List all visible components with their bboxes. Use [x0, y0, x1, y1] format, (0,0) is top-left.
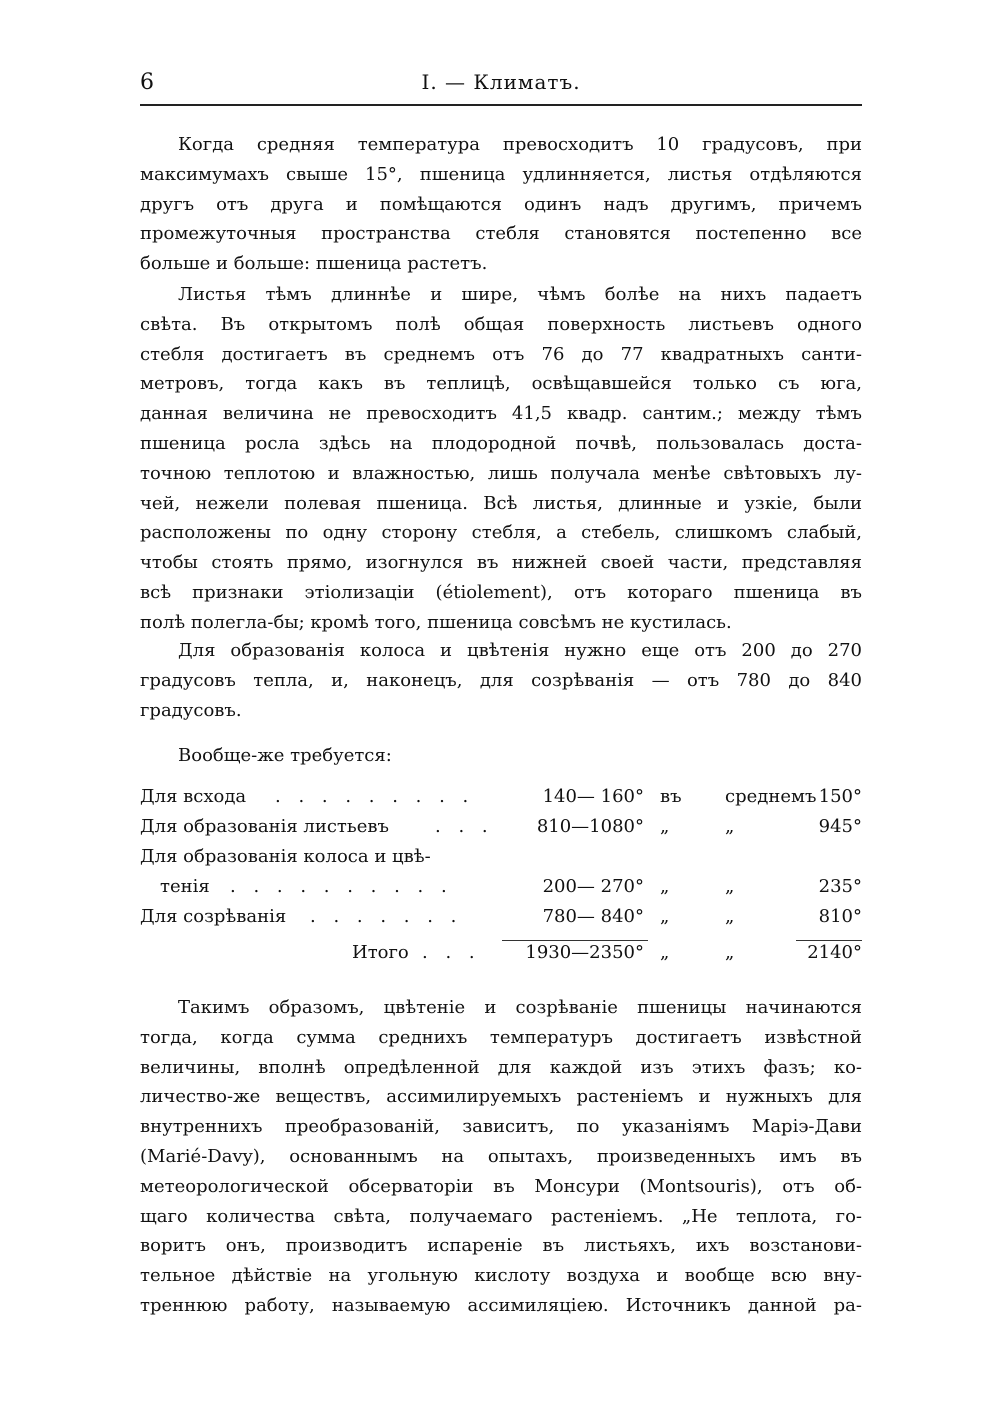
paragraph-1: [140, 130, 862, 279]
table-row: [140, 786, 862, 816]
table-row: [140, 816, 862, 846]
row-value: 235°: [818, 876, 862, 897]
sum-rule: [796, 940, 862, 941]
row-label: тенія: [160, 876, 210, 897]
row-value: 945°: [818, 816, 862, 837]
requirements-intro: Вообще-же требуется:: [178, 745, 392, 766]
row-range: 810—1080°: [536, 816, 644, 837]
leader-dots: . . . . . . . . . .: [230, 876, 453, 897]
row-average-word: „: [660, 942, 670, 963]
text-line: данная величина не превосходитъ 41,5 квадр. сантим.; между тѣмъ: [140, 403, 862, 425]
text-line: тогда, когда сумма среднихъ температуръ достигаетъ извѣстной: [140, 1026, 862, 1048]
text-line: (Marié-Davy), основаннымъ на опытахъ, произведенныхъ имъ въ: [140, 1145, 862, 1167]
page-header: [140, 70, 862, 104]
row-average-word: „: [660, 906, 670, 927]
total-value: 2140°: [807, 942, 862, 963]
header-rule: [140, 104, 862, 106]
text-line: расположены по одну сторону стебля, а стебель, слишкомъ слабый,: [140, 522, 862, 544]
row-range: 780— 840°: [542, 906, 644, 927]
row-label: Для образованія листьевъ: [140, 816, 389, 837]
running-title: I. — Климатъ.: [421, 70, 581, 94]
text-line: треннюю работу, называемую ассимиляціею. Источникъ данной ра-: [140, 1294, 862, 1316]
text-line: чей, нежели полевая пшеница. Всѣ листья, длинные и узкіе, были: [140, 492, 862, 514]
text-line: точною теплотою и влажностью, лишь получала менѣе свѣтовыхъ лу-: [140, 462, 862, 484]
row-average-word: „: [725, 942, 735, 963]
text-line: всѣ признаки этіолизаціи (étiolement), отъ котораго пшеница въ: [140, 581, 862, 603]
row-average-word: „: [660, 816, 670, 837]
text-line: щаго количества свѣта, получаемаго растеніемъ. „Не теплота, го-: [140, 1205, 862, 1227]
page-number: 6: [140, 70, 154, 95]
text-line: градусовъ.: [140, 699, 242, 721]
paragraph-2: [140, 280, 862, 638]
row-label: Для образованія колоса и цвѣ-: [140, 846, 431, 867]
text-line: Такимъ образомъ, цвѣтеніе и созрѣваніе пшеницы начинаются: [178, 997, 862, 1018]
paragraph-3: [140, 636, 862, 725]
total-label: Итого: [352, 942, 409, 963]
text-line: метровъ, тогда какъ въ теплицѣ, освѣщавшейся только съ юга,: [140, 373, 862, 395]
row-value: 810°: [818, 906, 862, 927]
text-line: градусовъ тепла, и, наконецъ, для созрѣванія — отъ 780 до 840: [140, 669, 862, 691]
text-line: максимумахъ свыше 15°, пшеница удлинняется, листья отдѣляются: [140, 163, 862, 185]
leader-dots: . . .: [435, 816, 494, 837]
text-line: другъ отъ друга и помѣщаются одинъ надъ другимъ, причемъ: [140, 193, 862, 215]
leader-dots: . . . . . . .: [310, 906, 463, 927]
paragraph-4: [140, 993, 862, 1321]
text-line: воритъ онъ, производитъ испареніе въ листьяхъ, ихъ возстанови-: [140, 1235, 862, 1257]
row-label: Для созрѣванія: [140, 906, 287, 927]
row-range: 200— 270°: [542, 876, 644, 897]
text-line: личество-же веществъ, ассимилируемыхъ растеніемъ и нужныхъ для: [140, 1086, 862, 1108]
text-line: полѣ полегла-бы; кромѣ того, пшеница совсѣмъ не кустилась.: [140, 611, 732, 633]
requirements-table: [140, 786, 862, 972]
text-line: Листья тѣмъ длиннѣе и шире, чѣмъ болѣе на нихъ падаетъ: [178, 284, 862, 305]
leader-dots: . . .: [422, 942, 481, 963]
row-average-word: „: [725, 816, 735, 837]
text-line: Для образованія колоса и цвѣтенія нужно еще отъ 200 до 270: [178, 640, 862, 661]
text-line: пшеница росла здѣсь на плодородной почвѣ, пользовалась доста-: [140, 432, 862, 454]
row-average-word: „: [725, 876, 735, 897]
table-row: [140, 906, 862, 936]
row-average-word: въ: [660, 786, 682, 807]
row-average-word: „: [725, 906, 735, 927]
leader-dots: . . . . . . . . .: [275, 786, 475, 807]
text-line: внутреннихъ преобразованій, зависитъ, по указаніямъ Маріэ-Дави: [140, 1116, 862, 1138]
row-average-word: „: [660, 876, 670, 897]
table-row: [140, 846, 862, 876]
text-line: величины, вполнѣ опредѣленной для каждой изъ этихъ фазъ; ко-: [140, 1056, 862, 1078]
row-range: 140— 160°: [542, 786, 644, 807]
text-line: промежуточныя пространства стебля становятся постепенно все: [140, 223, 862, 245]
text-line: Когда средняя температура превосходитъ 10 градусовъ, при: [178, 134, 862, 155]
text-line: стебля достигаетъ въ среднемъ отъ 76 до 77 квадратныхъ санти-: [140, 343, 862, 365]
row-average-word: среднемъ: [725, 786, 817, 807]
table-row: [140, 876, 862, 906]
sum-rule: [502, 940, 648, 941]
row-label: Для всхода: [140, 786, 247, 807]
text-line: чтобы стоять прямо, изогнулся въ нижней своей части, представляя: [140, 552, 862, 574]
text-line: свѣта. Въ открытомъ полѣ общая поверхность листьевъ одного: [140, 313, 862, 335]
text-line: больше и больше: пшеница растетъ.: [140, 253, 488, 275]
text-line: метеорологической обсерваторіи въ Монсури (Montsouris), отъ об-: [140, 1175, 862, 1197]
text-line: тельное дѣйствіе на угольную кислоту воздуха и вообще всю вну-: [140, 1265, 862, 1287]
total-range: 1930—2350°: [525, 942, 644, 963]
row-value: 150°: [818, 786, 862, 807]
table-total-row: [140, 942, 862, 972]
